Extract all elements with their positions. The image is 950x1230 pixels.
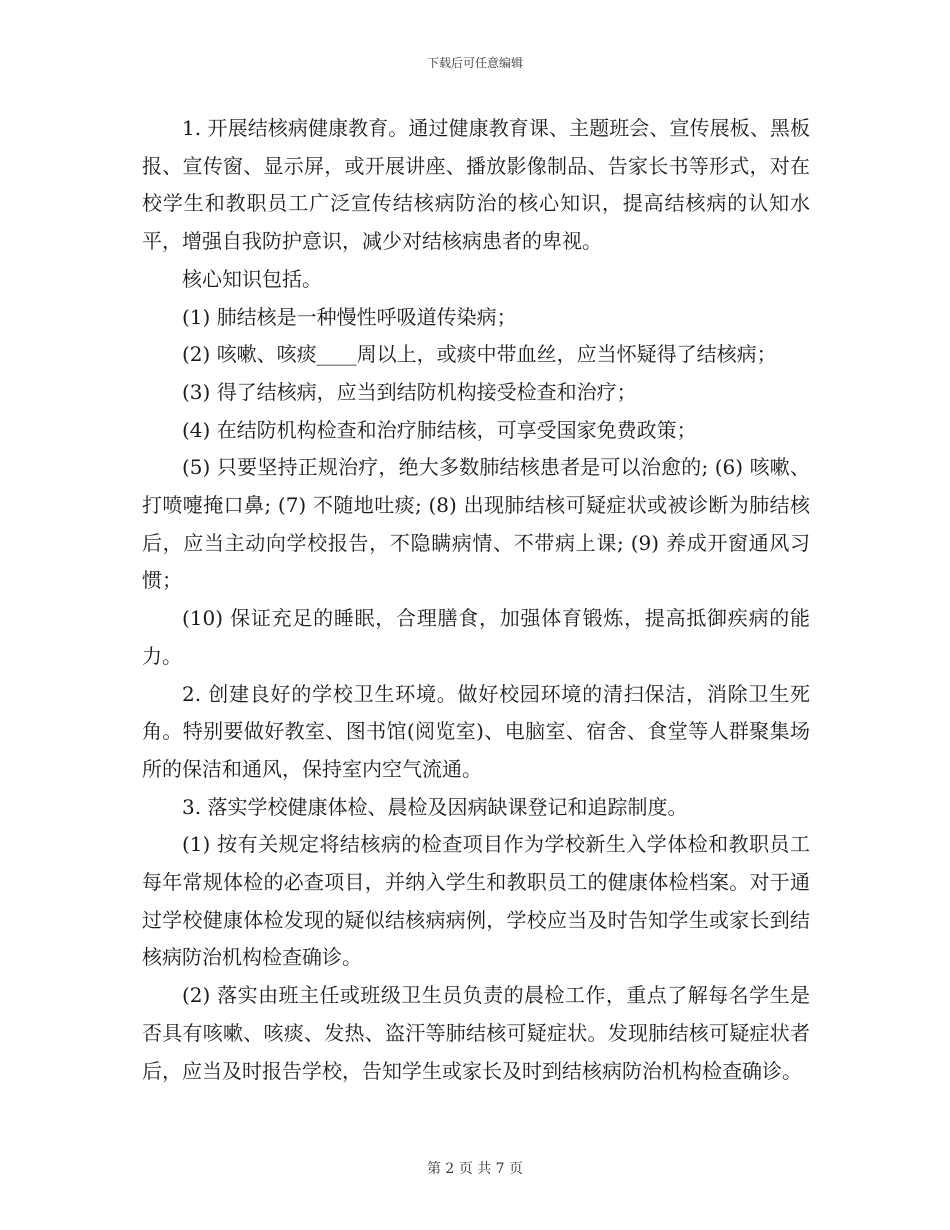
document-body [142, 110, 810, 1090]
paragraph-checkup-item-2: (2) 落实由班主任或班级卫生员负责的晨检工作，重点了解每名学生是否具有咳嗽、咳痰、发热、盗汗等肺结核可疑症状。发现肺结核可疑症状者后，应当及时报告学校，告知学生或家长及时到结核病防治机构检查确诊。 [142, 983, 810, 1083]
paragraph-school-environment: 2. 创建良好的学校卫生环境。做好校园环境的清扫保洁，消除卫生死角。特别要做好教室、图书馆(阅览室)、电脑室、宿舍、食堂等人群聚集场所的保洁和通风，保持室内空气流通。 [142, 681, 810, 781]
paragraph-knowledge-items-5-9: (5) 只要坚持正规治疗，绝大多数肺结核患者是可以治愈的; (6) 咳嗽、打喷嚏掩口鼻; (7) 不随地吐痰; (8) 出现肺结核可疑症状或被诊断为肺结核后，应当主动向学校报告，不隐瞒病情、不带病上课; (9) 养成开窗通风习惯； [142, 455, 810, 593]
page-number: 第 2 页 共 7 页 [426, 1161, 524, 1177]
paragraph-knowledge-item-2: (2) 咳嗽、咳痰____周以上，或痰中带血丝，应当怀疑得了结核病； [182, 342, 777, 367]
paragraph-knowledge-item-1: (1) 肺结核是一种慢性呼吸道传染病； [182, 304, 517, 329]
paragraph-core-knowledge-intro: 核心知识包括。 [182, 266, 322, 291]
paragraph-checkup-item-1: (1) 按有关规定将结核病的检查项目作为学校新生入学体检和教职员工每年常规体检的必查项目，并纳入学生和教职员工的健康体检档案。对于通过学校健康体检发现的疑似结核病病例，学校应当及时告知学生或家长到结核病防治机构检查确诊。 [142, 832, 810, 970]
paragraph-knowledge-item-10: (10) 保证充足的睡眠，合理膳食，加强体育锻炼，提高抵御疾病的能力。 [142, 606, 810, 668]
paragraph-health-check-system: 3. 落实学校健康体检、晨检及因病缺课登记和追踪制度。 [182, 794, 688, 819]
page-header-note: 下载后可任意编辑 [426, 56, 523, 70]
paragraph-knowledge-item-4: (4) 在结防机构检查和治疗肺结核，可享受国家免费政策； [182, 417, 697, 442]
paragraph-knowledge-item-3: (3) 得了结核病，应当到结防机构接受检查和治疗； [182, 379, 637, 404]
paragraph-health-education: 1. 开展结核病健康教育。通过健康教育课、主题班会、宣传展板、黑板报、宣传窗、显示屏，或开展讲座、播放影像制品、告家长书等形式，对在校学生和教职员工广泛宣传结核病防治的核心知识，提高结核病的认知水平，增强自我防护意识，减少对结核病患者的卑视。 [142, 116, 810, 254]
